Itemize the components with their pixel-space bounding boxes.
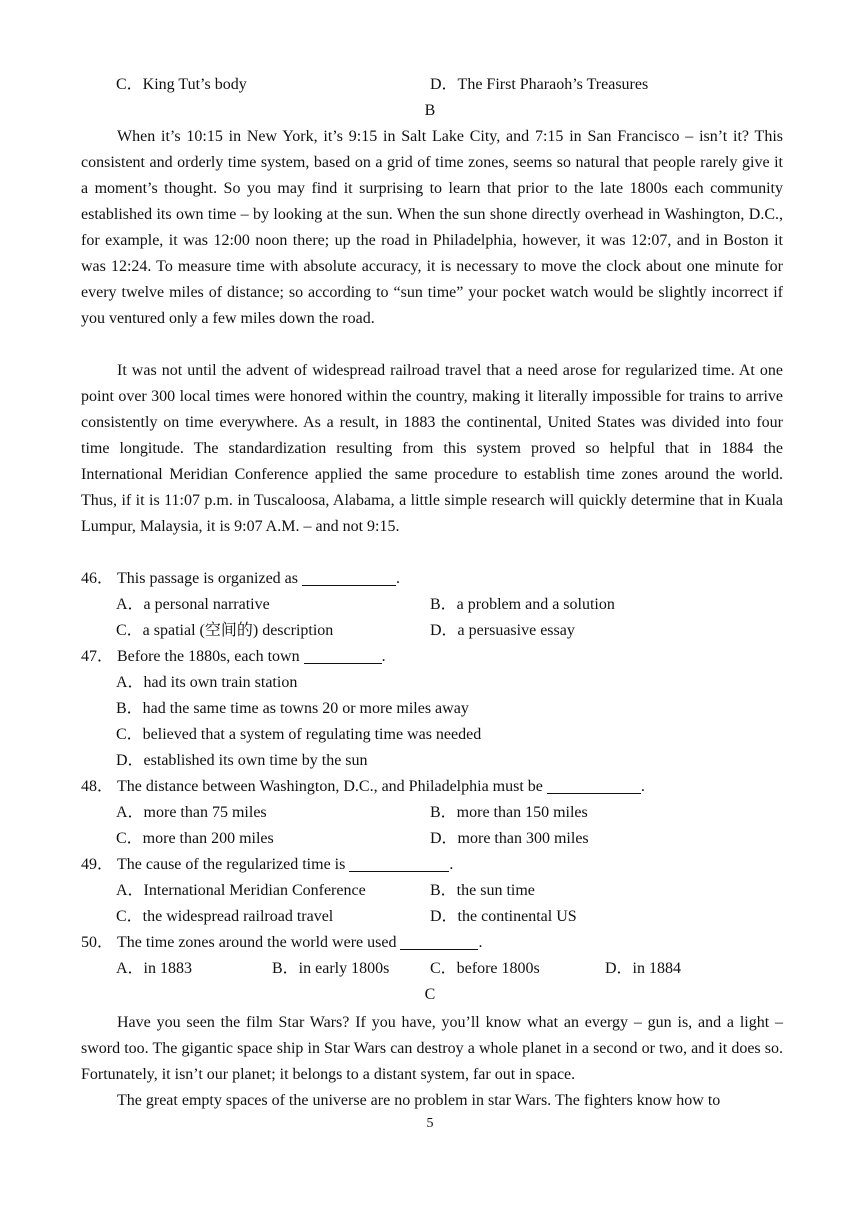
answer-blank[interactable] (547, 777, 641, 794)
q50-option-c: C．before 1800s (430, 960, 540, 977)
q47-option-c: C．believed that a system of regulating time was needed (116, 726, 482, 743)
question-number: 48． (81, 778, 114, 795)
section-heading-c: C (424, 986, 436, 1003)
q49-option-a: A．International Meridian Conference (116, 882, 366, 899)
q50-option-a: A．in 1883 (116, 960, 193, 977)
question-number: 50． (81, 934, 114, 951)
q50-option-d: D．in 1884 (605, 960, 682, 977)
q46-option-b: B．a problem and a solution (430, 596, 615, 613)
question-tail: . (449, 856, 454, 873)
question-number: 47． (81, 648, 114, 665)
q50-option-b: B．in early 1800s (272, 960, 390, 977)
q48-option-a: A．more than 75 miles (116, 804, 267, 821)
q49-option-d: D．the continental US (430, 908, 577, 925)
answer-blank[interactable] (349, 855, 449, 872)
section-heading-b: B (424, 102, 436, 119)
question-stem: The time zones around the world were used (117, 934, 397, 951)
question-number: 49． (81, 856, 114, 873)
passage-c-paragraph-2: The great empty spaces of the universe are no problem in star Wars. The fighters know how to (117, 1092, 721, 1109)
question-stem: The cause of the regularized time is (117, 856, 346, 873)
prev-option-d: D．The First Pharaoh’s Treasures (430, 76, 649, 93)
q49-option-b: B．the sun time (430, 882, 535, 899)
passage-b-paragraph-1: When it’s 10:15 in New York, it’s 9:15 in Salt Lake City, and 7:15 in San Francisco – isn’t it? This consistent and orderly time system, based on a grid of time zones, seems so natural that people rarely give it a moment’s thought. So you may find it surprising to learn that prior to the late 1800s each community established its own time – by looking at the sun. When the sun shone directly overhead in Washington, D.C., for example, it was 12:00 noon there; up the road in Philadelphia, however, it was 12:07, and in Boston it was 12:24. To measure time with absolute accuracy, it is necessary to move the clock about one minute for every twelve miles of distance; so according to “sun time” your pocket watch would be slightly incorrect if you ventured only a few miles down the road. (81, 128, 783, 327)
question-stem: The distance between Washington, D.C., and Philadelphia must be (117, 778, 543, 795)
question-tail: . (381, 648, 386, 665)
q48-option-d: D．more than 300 miles (430, 830, 589, 847)
q47-option-d: D．established its own time by the sun (116, 752, 368, 769)
question-49 (81, 852, 453, 878)
prev-option-c: C．King Tut’s body (116, 76, 247, 93)
question-48 (81, 774, 645, 800)
q48-option-b: B．more than 150 miles (430, 804, 588, 821)
q47-option-b: B．had the same time as towns 20 or more miles away (116, 700, 469, 717)
passage-c-paragraph-1: Have you seen the film Star Wars? If you have, you’ll know what an evergy – gun is, and a light – sword too. The gigantic space ship in Star Wars can destroy a whole planet in a second or two, and it does so. Fortunately, it isn’t our planet; it belongs to a distant system, far out in space. (81, 1014, 783, 1083)
answer-blank[interactable] (400, 933, 478, 950)
q46-option-c: C．a spatial (空间的) description (116, 622, 334, 639)
question-tail: . (478, 934, 483, 951)
question-stem: This passage is organized as (117, 570, 298, 587)
question-47 (81, 644, 386, 670)
q46-option-d: D．a persuasive essay (430, 622, 575, 639)
question-number: 46． (81, 570, 114, 587)
q49-option-c: C．the widespread railroad travel (116, 908, 334, 925)
q47-option-a: A．had its own train station (116, 674, 298, 691)
question-tail: . (396, 570, 400, 587)
question-46 (81, 566, 400, 592)
question-stem: Before the 1880s, each town (117, 648, 300, 665)
page-number: 5 (426, 1116, 434, 1131)
question-tail: . (640, 778, 645, 795)
q48-option-c: C．more than 200 miles (116, 830, 274, 847)
answer-blank[interactable] (304, 647, 382, 664)
passage-b-paragraph-2: It was not until the advent of widespread railroad travel that a need arose for regularized time. At one point over 300 local times were honored within the country, making it literally impossible for trains to arrive consistently on time everywhere. As a result, in 1883 the continental, United States was divided into four time longitude. The standardization resulting from this system proved so helpful that in 1884 the International Meridian Conference applied the same procedure to establish time zones around the world. Thus, if it is 11:07 p.m. in Tuscaloosa, Alabama, a little simple research will quickly determine that in Kuala Lumpur, Malaysia, it is 9:07 A.M. – and not 9:15. (81, 362, 783, 535)
q46-option-a: A．a personal narrative (116, 596, 270, 613)
question-50 (81, 930, 482, 956)
answer-blank[interactable] (302, 569, 396, 586)
